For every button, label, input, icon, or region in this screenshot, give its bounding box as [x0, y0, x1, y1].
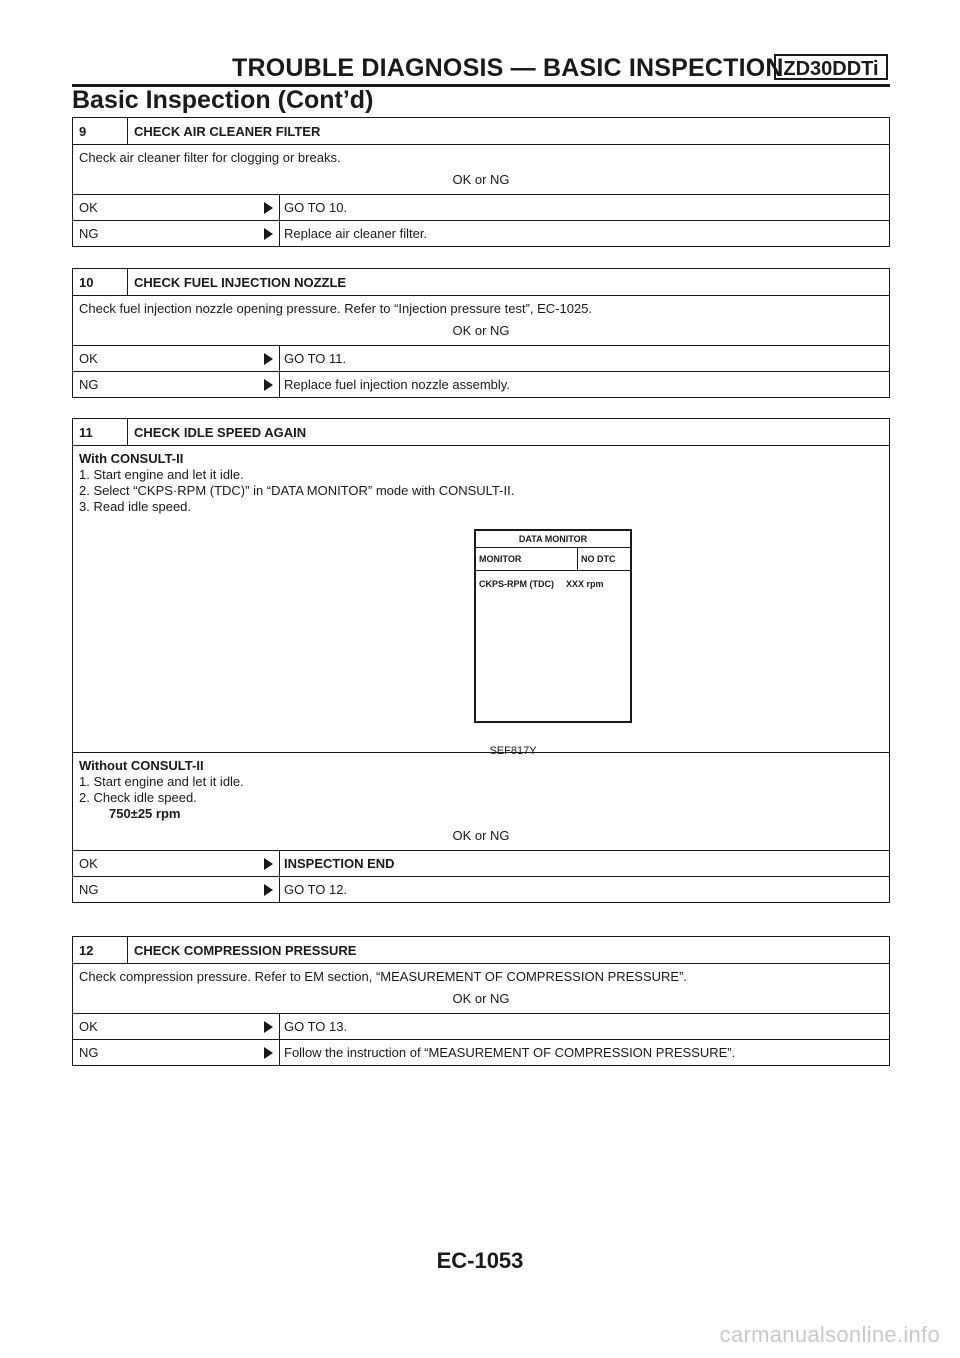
step-title: CHECK IDLE SPEED AGAIN — [134, 424, 307, 440]
step-9-block — [72, 117, 890, 247]
with-consult-section — [73, 446, 889, 757]
result-action: Replace air cleaner filter. — [279, 221, 889, 246]
monitor-item-name: CKPS-RPM (TDC) — [479, 579, 554, 589]
step-title: CHECK COMPRESSION PRESSURE — [134, 942, 357, 958]
step-header — [73, 419, 889, 446]
result-row-ng — [73, 220, 889, 246]
page-subtitle: Basic Inspection (Cont’d) — [72, 86, 374, 114]
ok-or-ng-label: OK or NG — [452, 991, 510, 1006]
result-label: NG — [79, 1045, 99, 1060]
result-label: NG — [79, 882, 99, 897]
result-row-ok — [73, 1014, 889, 1039]
procedure-line: 1. Start engine and let it idle. — [79, 774, 244, 789]
step-instruction: Check air cleaner filter for clogging or breaks. — [79, 150, 341, 165]
step-number: 12 — [73, 937, 128, 963]
result-row-ng — [73, 876, 889, 902]
result-row-ok — [73, 195, 889, 220]
result-row-ok — [73, 346, 889, 371]
step-number: 10 — [73, 269, 128, 295]
arrow-right-icon — [264, 228, 273, 240]
step-title: CHECK FUEL INJECTION NOZZLE — [134, 274, 347, 290]
result-row-ng — [73, 371, 889, 397]
step-instruction: Check fuel injection nozzle opening pressure. Refer to “Injection pressure test”, EC-1025. — [79, 301, 593, 316]
ok-or-ng-label: OK or NG — [452, 828, 510, 843]
without-consult-section — [73, 753, 889, 851]
result-action: INSPECTION END — [279, 851, 889, 876]
page-number: EC-1053 — [436, 1248, 524, 1273]
result-action: Follow the instruction of “MEASUREMENT OF COMPRESSION PRESSURE”. — [279, 1040, 889, 1065]
step-body — [73, 296, 889, 346]
result-action: GO TO 10. — [279, 195, 889, 220]
step-10-block — [72, 268, 890, 398]
arrow-right-icon — [264, 1047, 273, 1059]
with-consult-heading: With CONSULT-II — [79, 451, 184, 466]
step-12-block — [72, 936, 890, 1066]
ok-or-ng-label: OK or NG — [452, 172, 510, 187]
procedure-line: 2. Check idle speed. — [79, 790, 197, 805]
procedure-line: 3. Read idle speed. — [79, 499, 192, 514]
step-number: 9 — [73, 118, 128, 144]
monitor-title: DATA MONITOR — [476, 531, 630, 548]
arrow-right-icon — [264, 379, 273, 391]
result-label: OK — [79, 200, 98, 215]
result-action: GO TO 12. — [279, 877, 889, 902]
result-action: Replace fuel injection nozzle assembly. — [279, 372, 889, 397]
result-label: OK — [79, 351, 98, 366]
result-row-ng — [73, 1039, 889, 1065]
procedure-line: 1. Start engine and let it idle. — [79, 467, 244, 482]
result-action: GO TO 13. — [279, 1014, 889, 1039]
result-label: NG — [79, 226, 99, 241]
figure-id: SEF817Y — [489, 745, 537, 757]
result-label: NG — [79, 377, 99, 392]
step-title: CHECK AIR CLEANER FILTER — [134, 123, 321, 139]
engine-code-badge: ZD30DDTi — [774, 54, 888, 80]
result-row-ok — [73, 851, 889, 876]
site-watermark: carmanualsonline.info — [719, 1322, 940, 1347]
step-11-block — [72, 418, 890, 903]
step-number: 11 — [73, 419, 128, 445]
arrow-right-icon — [264, 353, 273, 365]
step-header — [73, 937, 889, 964]
arrow-right-icon — [264, 858, 273, 870]
arrow-right-icon — [264, 202, 273, 214]
monitor-item-value: XXX rpm — [566, 579, 604, 589]
step-header — [73, 269, 889, 296]
result-label: OK — [79, 1019, 98, 1034]
arrow-right-icon — [264, 1021, 273, 1033]
idle-speed-spec: 750±25 rpm — [109, 806, 181, 821]
page-header-title: TROUBLE DIAGNOSIS — BASIC INSPECTION — [232, 54, 784, 82]
monitor-dtc-status: NO DTC — [581, 554, 616, 564]
ok-or-ng-label: OK or NG — [452, 323, 510, 338]
result-action: GO TO 11. — [279, 346, 889, 371]
result-label: OK — [79, 856, 98, 871]
without-consult-heading: Without CONSULT-II — [79, 758, 204, 773]
arrow-right-icon — [264, 884, 273, 896]
step-body — [73, 145, 889, 195]
procedure-line: 2. Select “CKPS·RPM (TDC)” in “DATA MONITOR” mode with CONSULT-II. — [79, 483, 515, 498]
data-monitor-screen — [474, 529, 632, 723]
step-instruction: Check compression pressure. Refer to EM section, “MEASUREMENT OF COMPRESSION PRESSURE”. — [79, 969, 688, 984]
step-body — [73, 964, 889, 1014]
step-header — [73, 118, 889, 145]
monitor-column-label: MONITOR — [476, 548, 578, 570]
